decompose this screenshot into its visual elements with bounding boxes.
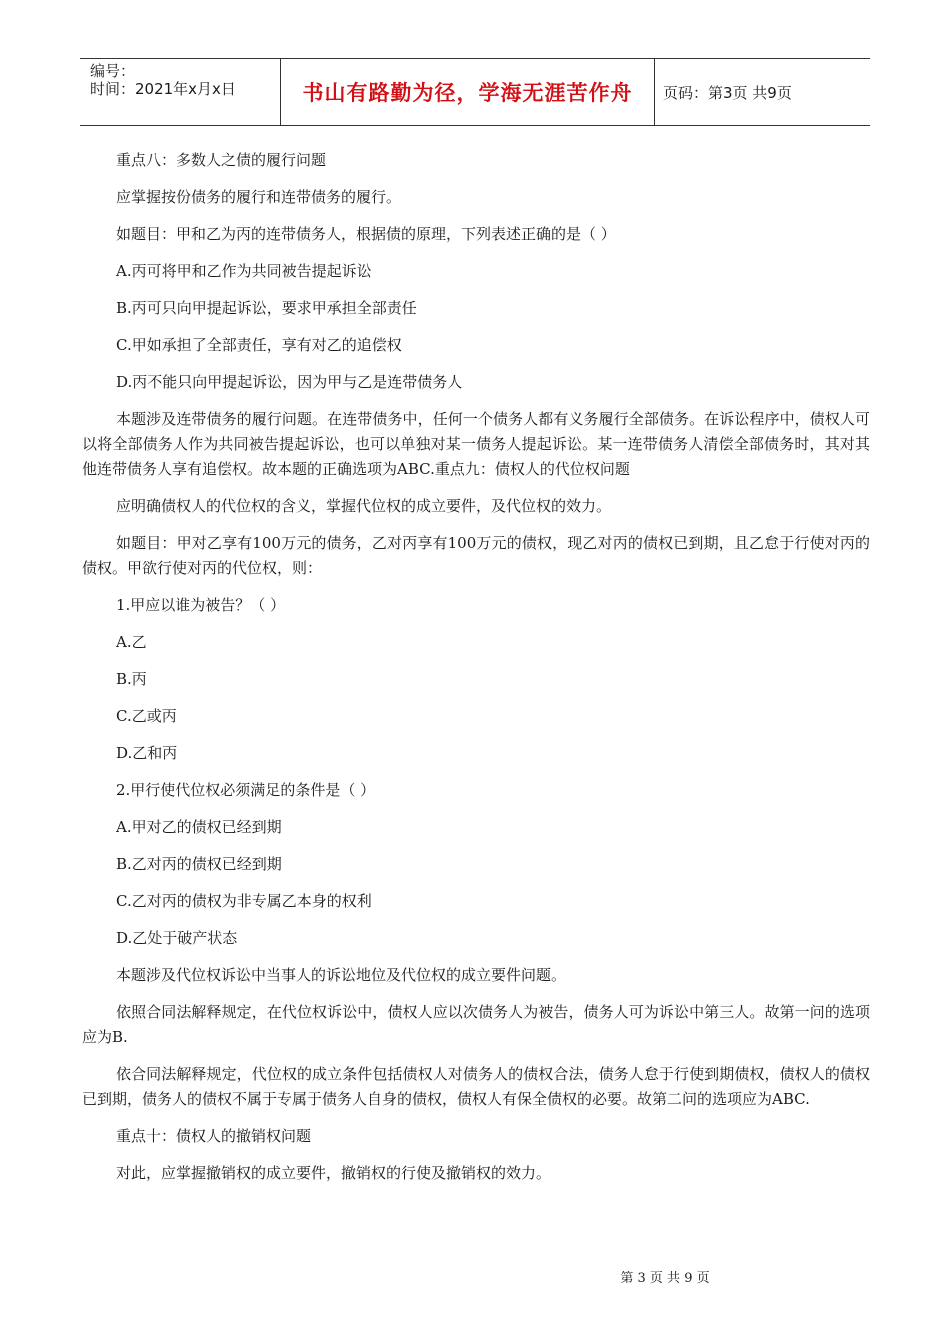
option-c: C.乙或丙 xyxy=(116,707,177,725)
explanation-paragraph: 依合同法解释规定，代位权的成立条件包括债权人对债务人的债权合法，债务人怠于行使到期债权，债权人的债权已到期，债务人的债权不属于专属于债务人自身的债权，债权人有保全债权的必要。故第二问的选项应为ABC. xyxy=(82,1065,870,1108)
document-body xyxy=(82,148,870,1198)
section-heading-10: 重点十：债权人的撤销权问题 xyxy=(116,1127,312,1145)
sub-question-2: 2.甲行使代位权必须满足的条件是（ ） xyxy=(116,781,376,799)
option-b: B.丙可只向甲提起诉讼，要求甲承担全部责任 xyxy=(116,299,417,317)
header-meta xyxy=(80,59,281,125)
question-text: 如题目：甲对乙享有100万元的债务，乙对丙享有100万元的债权，现乙对丙的债权已到期，且乙怠于行使对丙的债权。甲欲行使对丙的代位权，则： xyxy=(82,534,870,577)
option-d: D.乙和丙 xyxy=(116,744,178,762)
page-footer: 第 3 页 共 9 页 xyxy=(620,1271,710,1286)
sub-question-1: 1.甲应以谁为被告？（ ） xyxy=(116,596,286,614)
section-heading-8: 重点八：多数人之债的履行问题 xyxy=(116,151,327,169)
option-b: B.丙 xyxy=(116,670,147,688)
option-c: C.乙对丙的债权为非专属乙本身的权利 xyxy=(116,892,372,910)
explanation-paragraph: 本题涉及连带债务的履行问题。在连带债务中，任何一个债务人都有义务履行全部债务。在诉讼程序中，债权人可以将全部债务人作为共同被告提起诉讼，也可以单独对某一债务人提起诉讼。某一连带债务人清偿全部债务时，其对其他连带债务人享有追偿权。故本题的正确选项为ABC.重点九：债权人的代位权问题 xyxy=(82,410,870,478)
option-b: B.乙对丙的债权已经到期 xyxy=(116,855,282,873)
option-a: A.甲对乙的债权已经到期 xyxy=(116,818,282,836)
header-motto: 书山有路勤为径，学海无涯苦作舟 xyxy=(281,59,655,125)
serial-label: 编号： xyxy=(90,62,136,80)
header-page-info: 页码：第3页 共9页 xyxy=(663,83,792,102)
option-d: D.乙处于破产状态 xyxy=(116,929,238,947)
paragraph: 对此，应掌握撤销权的成立要件，撤销权的行使及撤销权的效力。 xyxy=(116,1164,552,1182)
option-a: A.丙可将甲和乙作为共同被告提起诉讼 xyxy=(116,262,372,280)
paragraph: 应掌握按份债务的履行和连带债务的履行。 xyxy=(116,188,402,206)
paragraph: 应明确债权人的代位权的含义，掌握代位权的成立要件，及代位权的效力。 xyxy=(116,497,612,515)
option-a: A.乙 xyxy=(116,633,147,651)
question-text: 如题目：甲和乙为丙的连带债务人，根据债的原理，下列表述正确的是（ ） xyxy=(116,225,616,243)
date-label: 时间：2021年x月x日 xyxy=(90,80,236,98)
explanation-paragraph: 本题涉及代位权诉讼中当事人的诉讼地位及代位权的成立要件问题。 xyxy=(116,966,567,984)
option-c: C.甲如承担了全部责任，享有对乙的追偿权 xyxy=(116,336,402,354)
option-d: D.丙不能只向甲提起诉讼，因为甲与乙是连带债务人 xyxy=(116,373,463,391)
explanation-paragraph: 依照合同法解释规定，在代位权诉讼中，债权人应以次债务人为被告，债务人可为诉讼中第三人。故第一问的选项应为B. xyxy=(82,1003,870,1046)
document-header xyxy=(80,58,870,126)
